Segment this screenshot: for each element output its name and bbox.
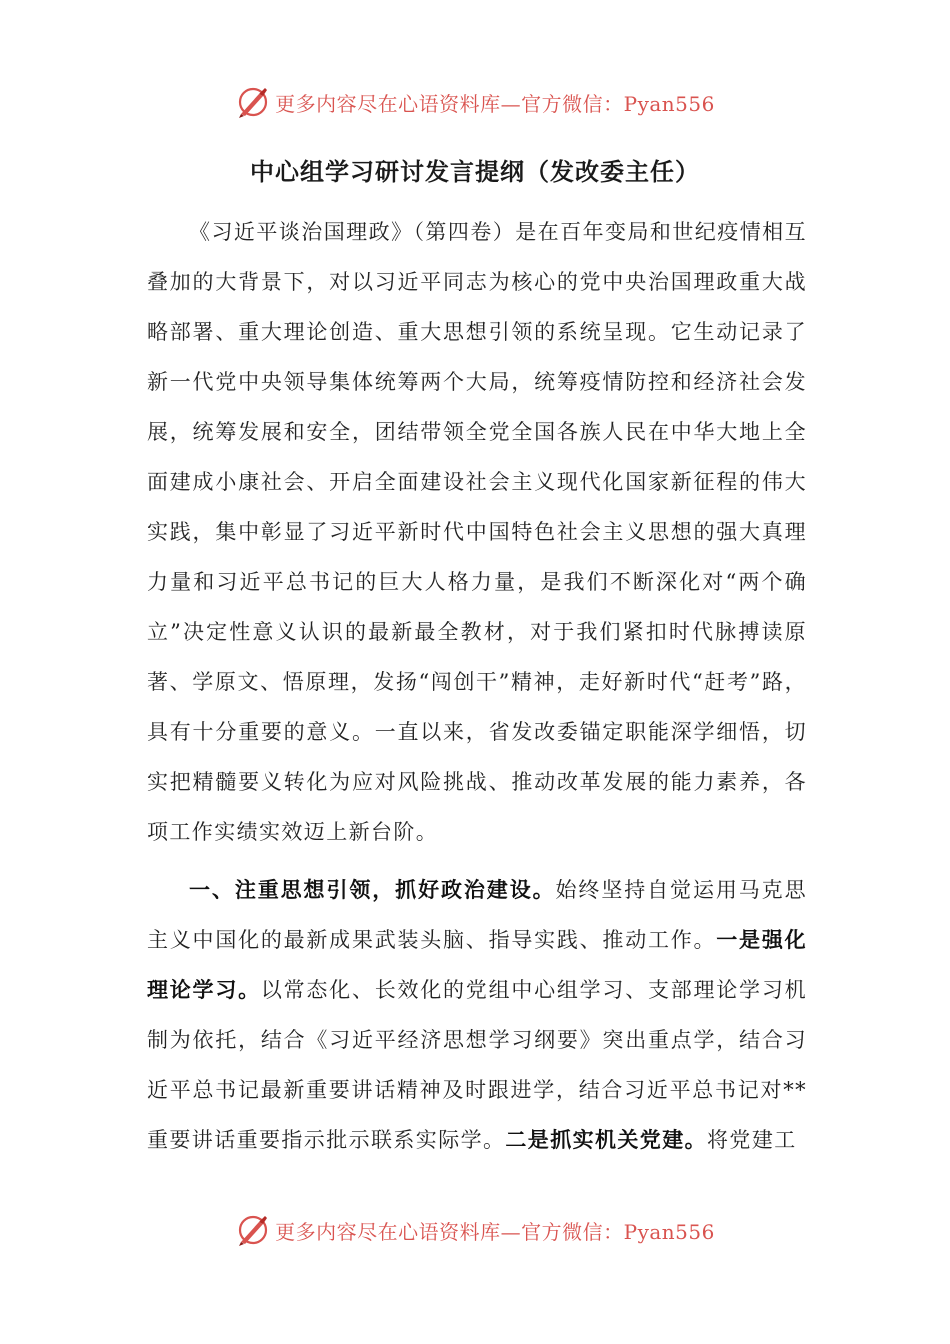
section-1-paragraph bbox=[147, 865, 807, 1165]
section-1-text-b: 以常态化、长效化的党组中心组学习、支部理论学习机制为依托，结合《习近平经济思想学习纲要》突出重点学，结合习近平总书记最新重要讲话精神及时跟进学，结合习近平总书记对**重要讲话重要指示批示联系实际学。 bbox=[147, 978, 807, 1152]
section-1-point-2: 二是抓实机关党建。 bbox=[505, 1127, 708, 1152]
section-1-text-a: 始终坚持自觉运用马克思主义中国化的最新成果武装头脑、指导实践、推动工作。 bbox=[147, 878, 807, 952]
section-1-point-1: 一是强化理论学习。 bbox=[147, 927, 807, 1002]
watermark-text: 更多内容尽在心语资料库—官方微信：Pyan556 bbox=[275, 1219, 715, 1244]
watermark-footer bbox=[0, 1210, 950, 1250]
section-1-text-c: 将党建工 bbox=[707, 1128, 797, 1152]
section-1-heading: 一、注重思想引领，抓好政治建设。 bbox=[189, 877, 556, 902]
intro-paragraph: 《习近平谈治国理政》（第四卷）是在百年变局和世纪疫情相互叠加的大背景下，对以习近平同志为核心的党中央治国理政重大战略部署、重大理论创造、重大思想引领的系统呈现。它生动记录了新一代党中央领导集体统筹两个大局，统筹疫情防控和经济社会发展，统筹发展和安全，团结带领全党全国各族人民在中华大地上全面建成小康社会、开启全面建设社会主义现代化国家新征程的伟大实践，集中彰显了习近平新时代中国特色社会主义思想的强大真理力量和习近平总书记的巨大人格力量，是我们不断深化对“两个确立”决定性意义认识的最新最全教材，对于我们紧扣时代脉搏读原著、学原文、悟原理，发扬“闯创干”精神，走好新时代“赶考”路，具有十分重要的意义。一直以来，省发改委锚定职能深学细悟，切实把精髓要义转化为应对风险挑战、推动改革发展的能力素养，各项工作实绩实效迈上新台阶。 bbox=[147, 220, 807, 844]
pen-logo-icon bbox=[235, 1212, 271, 1248]
watermark-text: 更多内容尽在心语资料库—官方微信：Pyan556 bbox=[275, 91, 715, 116]
page-title: 中心组学习研讨发言提纲（发改委主任） bbox=[250, 157, 700, 186]
pen-logo-icon bbox=[235, 84, 271, 120]
watermark-header bbox=[0, 82, 950, 122]
